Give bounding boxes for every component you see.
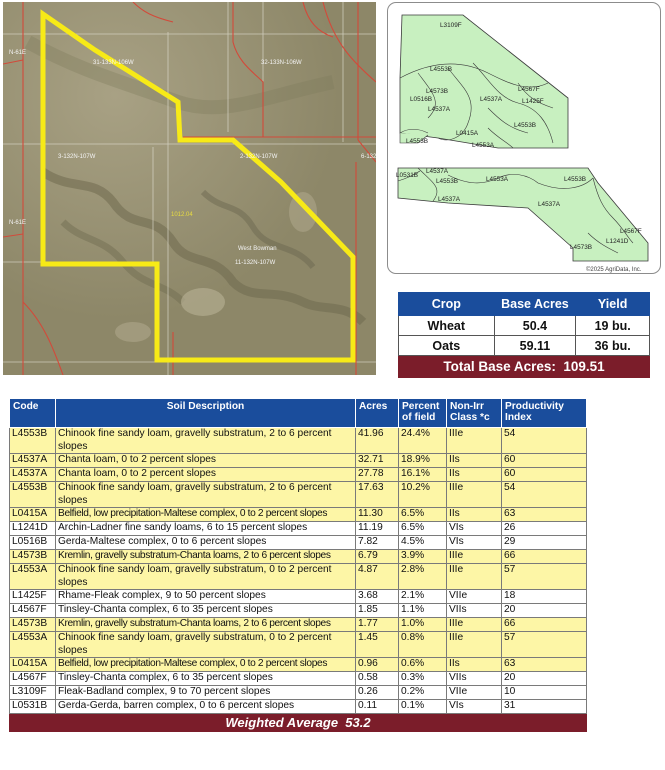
soil-class: IIIe (447, 482, 502, 508)
soil-table-row (10, 672, 587, 686)
soil-percent-of-field: 6.5% (399, 522, 447, 536)
soil-percent-of-field: 6.5% (399, 508, 447, 522)
soil-code: L0415A (10, 508, 56, 522)
soil-percent-of-field: 0.8% (399, 632, 447, 658)
soil-map (387, 2, 661, 274)
soil-acres: 32.71 (356, 454, 399, 468)
crop-row (399, 336, 650, 356)
soil-percent-of-field: 18.9% (399, 454, 447, 468)
soil-table-row (10, 508, 587, 522)
soil-description: Rhame-Fleak complex, 9 to 50 percent slopes (56, 590, 356, 604)
soil-percent-of-field: 1.1% (399, 604, 447, 618)
soil-code: L4573B (10, 618, 56, 632)
soil-code: L4537A (10, 454, 56, 468)
crop-base-acres: 59.11 (494, 336, 576, 356)
soil-label: L4537A (538, 201, 561, 208)
soil-productivity-index: 20 (502, 672, 587, 686)
soil-table-row (10, 700, 587, 714)
field-acres-label: 1012.04 (171, 212, 193, 218)
soil-acres: 0.11 (356, 700, 399, 714)
crop-header: Crop (399, 293, 495, 316)
soil-label: L4553A (472, 142, 495, 149)
soil-acres: 11.19 (356, 522, 399, 536)
acres-header: Acres (356, 399, 399, 428)
soil-productivity-index: 60 (502, 454, 587, 468)
soil-label: L1425F (522, 98, 544, 105)
soil-label: L0415A (456, 130, 479, 137)
soil-acres: 0.96 (356, 658, 399, 672)
soil-code: L4553B (10, 482, 56, 508)
soil-productivity-index: 54 (502, 482, 587, 508)
percent-header: Percent of field (399, 399, 447, 428)
soil-table-row (10, 454, 587, 468)
soil-table-row (10, 564, 587, 590)
soil-code: L4553A (10, 564, 56, 590)
soil-acres: 1.77 (356, 618, 399, 632)
crop-name: Wheat (399, 316, 495, 336)
soil-productivity-index: 63 (502, 508, 587, 522)
soil-description: Chanta loam, 0 to 2 percent slopes (56, 468, 356, 482)
soil-code: L4567F (10, 672, 56, 686)
soil-class: IIs (447, 658, 502, 672)
soil-percent-of-field: 2.1% (399, 590, 447, 604)
soil-code: L4573B (10, 550, 56, 564)
soil-percent-of-field: 0.2% (399, 686, 447, 700)
soil-description: Fleak-Badland complex, 9 to 70 percent slopes (56, 686, 356, 700)
soil-acres: 6.79 (356, 550, 399, 564)
soil-class: VIIe (447, 686, 502, 700)
soil-description: Chanta loam, 0 to 2 percent slopes (56, 454, 356, 468)
soil-label: L4537A (426, 168, 449, 175)
soil-table-body (10, 428, 587, 714)
soil-productivity-index: 29 (502, 536, 587, 550)
soil-acres: 17.63 (356, 482, 399, 508)
soil-description-header: Soil Description (56, 399, 356, 428)
crop-yield: 19 bu. (576, 316, 650, 336)
soil-class: VIIs (447, 604, 502, 618)
soil-productivity-index: 18 (502, 590, 587, 604)
soil-description: Belfield, low precipitation-Maltese complex, 0 to 2 percent slopes (56, 508, 356, 522)
total-base-acres: Total Base Acres: 109.51 (399, 356, 650, 378)
soil-acres: 4.87 (356, 564, 399, 590)
soil-productivity-index: 31 (502, 700, 587, 714)
soil-productivity-index: 54 (502, 428, 587, 454)
crop-base-acres: 50.4 (494, 316, 576, 336)
soil-label: L3109F (440, 22, 462, 29)
soil-percent-of-field: 10.2% (399, 482, 447, 508)
soil-description: Tinsley-Chanta complex, 6 to 35 percent slopes (56, 604, 356, 618)
soil-description: Gerda-Gerda, barren complex, 0 to 6 percent slopes (56, 700, 356, 714)
soil-description: Gerda-Maltese complex, 0 to 6 percent slopes (56, 536, 356, 550)
soil-table-row (10, 618, 587, 632)
soil-code: L4553A (10, 632, 56, 658)
soil-code: L0531B (10, 700, 56, 714)
soil-table (9, 398, 587, 732)
class-header: Non-Irr Class *c (447, 399, 502, 428)
yield-header: Yield (576, 293, 650, 316)
soil-label: L4537A (438, 196, 461, 203)
soil-productivity-index: 66 (502, 550, 587, 564)
soil-percent-of-field: 1.0% (399, 618, 447, 632)
soil-percent-of-field: 0.3% (399, 672, 447, 686)
soil-table-row (10, 590, 587, 604)
soil-productivity-index: 60 (502, 468, 587, 482)
soil-code: L4553B (10, 428, 56, 454)
soil-label: L4553B (430, 66, 453, 73)
soil-code: L1241D (10, 522, 56, 536)
soil-label: L4537A (428, 106, 451, 113)
soil-label: L4553B (514, 122, 537, 129)
soil-table-row (10, 658, 587, 672)
township-label: West Bowman (238, 246, 277, 252)
soil-description: Kremlin, gravelly substratum-Chanta loams, 2 to 6 percent slopes (56, 550, 356, 564)
soil-label: L4567F (518, 86, 540, 93)
soil-table-header (10, 399, 587, 428)
soil-acres: 1.45 (356, 632, 399, 658)
soil-acres: 3.68 (356, 590, 399, 604)
soil-label: L4567F (620, 228, 642, 235)
base-acres-header: Base Acres (494, 293, 576, 316)
soil-class: IIs (447, 468, 502, 482)
code-header: Code (10, 399, 56, 428)
soil-code: L0415A (10, 658, 56, 672)
soil-class: VIIs (447, 672, 502, 686)
road-label-right: 6-132 (361, 154, 376, 160)
section-label-11: 11-132N-107W (235, 260, 276, 266)
soil-percent-of-field: 24.4% (399, 428, 447, 454)
productivity-index-header: Productivity Index (502, 399, 587, 428)
soil-label: L4573B (426, 88, 449, 95)
soil-class: IIs (447, 454, 502, 468)
soil-table-row (10, 428, 587, 454)
soil-description: Chinook fine sandy loam, gravelly substratum, 0 to 2 percent slopes (56, 632, 356, 658)
soil-code: L4567F (10, 604, 56, 618)
soil-code: L4537A (10, 468, 56, 482)
soil-label: L4553B (564, 176, 587, 183)
soil-acres: 27.78 (356, 468, 399, 482)
crop-base-acres-table (398, 292, 650, 378)
soil-class: IIIe (447, 632, 502, 658)
soil-code: L1425F (10, 590, 56, 604)
soil-label: L0531B (396, 172, 419, 179)
soil-productivity-index: 57 (502, 564, 587, 590)
soil-percent-of-field: 0.6% (399, 658, 447, 672)
section-label-32: 32-133N-106W (261, 60, 302, 66)
soil-label: L1241D (606, 238, 629, 245)
soil-productivity-index: 20 (502, 604, 587, 618)
crop-total-row (399, 356, 650, 378)
soil-table-row (10, 522, 587, 536)
soil-percent-of-field: 16.1% (399, 468, 447, 482)
soil-class: VIs (447, 522, 502, 536)
soil-acres: 7.82 (356, 536, 399, 550)
crop-row (399, 316, 650, 336)
soil-description: Chinook fine sandy loam, gravelly substratum, 2 to 6 percent slopes (56, 428, 356, 454)
soil-class: IIIe (447, 428, 502, 454)
weighted-average: Weighted Average 53.2 (10, 714, 587, 732)
soil-productivity-index: 26 (502, 522, 587, 536)
aerial-map (3, 2, 376, 375)
soil-percent-of-field: 2.8% (399, 564, 447, 590)
soil-label: L0516B (410, 96, 433, 103)
soil-table-row (10, 632, 587, 658)
soil-class: IIIe (447, 550, 502, 564)
soil-description: Belfield, low precipitation-Maltese complex, 0 to 2 percent slopes (56, 658, 356, 672)
soil-percent-of-field: 3.9% (399, 550, 447, 564)
soil-table-row (10, 468, 587, 482)
soil-label: L4553B (436, 178, 459, 185)
soil-label: L4573B (570, 244, 593, 251)
road-label-top: N-61E (9, 50, 27, 56)
soil-class: VIs (447, 700, 502, 714)
soil-acres: 41.96 (356, 428, 399, 454)
crop-name: Oats (399, 336, 495, 356)
soil-description: Kremlin, gravelly substratum-Chanta loams, 2 to 6 percent slopes (56, 618, 356, 632)
soil-code: L0516B (10, 536, 56, 550)
soil-table-row (10, 536, 587, 550)
road-label-mid: N-61E (9, 220, 27, 226)
soil-class: IIs (447, 508, 502, 522)
section-label-2: 2-132N-107W (240, 154, 278, 160)
soil-code: L3109F (10, 686, 56, 700)
soil-table-row (10, 686, 587, 700)
soil-productivity-index: 63 (502, 658, 587, 672)
soil-table-row (10, 482, 587, 508)
soil-acres: 0.26 (356, 686, 399, 700)
soil-description: Tinsley-Chanta complex, 6 to 35 percent slopes (56, 672, 356, 686)
soil-productivity-index: 66 (502, 618, 587, 632)
soil-percent-of-field: 0.1% (399, 700, 447, 714)
soil-class: VIIe (447, 590, 502, 604)
weighted-average-row (10, 714, 587, 732)
soil-percent-of-field: 4.5% (399, 536, 447, 550)
soil-label: L4553B (406, 138, 429, 145)
soil-description: Chinook fine sandy loam, gravelly substratum, 0 to 2 percent slopes (56, 564, 356, 590)
soil-productivity-index: 10 (502, 686, 587, 700)
soil-table-row (10, 604, 587, 618)
soil-acres: 11.30 (356, 508, 399, 522)
section-label-3: 3-132N-107W (58, 154, 96, 160)
crop-table-header (399, 293, 650, 316)
soil-productivity-index: 57 (502, 632, 587, 658)
soil-acres: 1.85 (356, 604, 399, 618)
soil-class: IIIe (447, 618, 502, 632)
soil-label: L4537A (480, 96, 503, 103)
soil-class: VIs (447, 536, 502, 550)
soil-label: L4553A (486, 176, 509, 183)
soil-acres: 0.58 (356, 672, 399, 686)
soil-table-row (10, 550, 587, 564)
soil-description: Archin-Ladner fine sandy loams, 6 to 15 percent slopes (56, 522, 356, 536)
section-label-31: 31-133N-106W (93, 60, 134, 66)
copyright-text: ©2025 AgriData, Inc. (586, 267, 642, 273)
soil-class: IIIe (447, 564, 502, 590)
soil-description: Chinook fine sandy loam, gravelly substratum, 2 to 6 percent slopes (56, 482, 356, 508)
crop-yield: 36 bu. (576, 336, 650, 356)
